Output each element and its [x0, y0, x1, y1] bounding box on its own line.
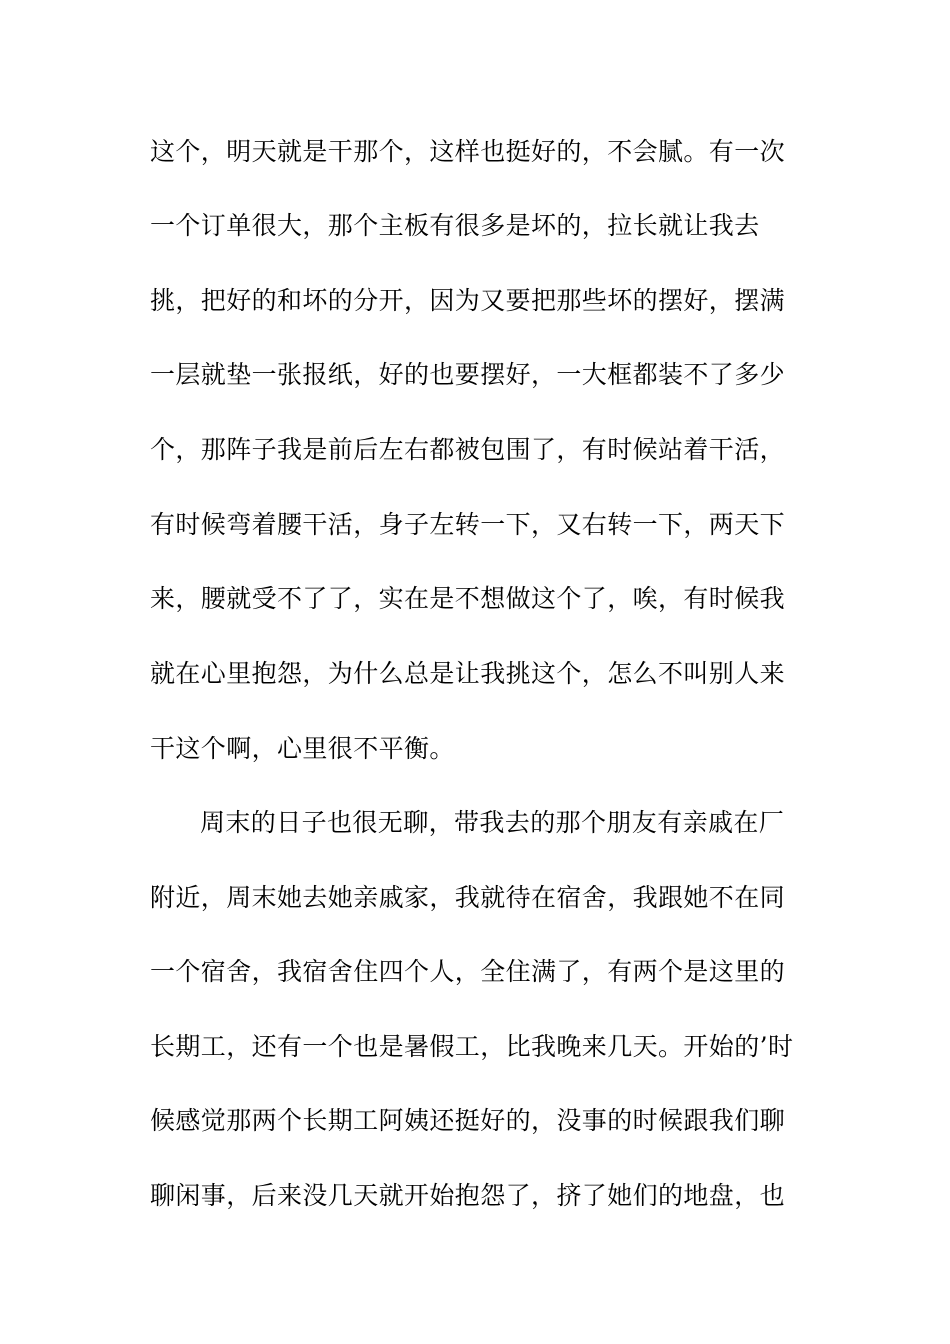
text-line: 聊闲事，后来没几天就开始抱怨了，挤了她们的地盘，也 [150, 1181, 786, 1210]
text-line: 来，腰就受不了了，实在是不想做这个了，唉，有时候我 [150, 584, 786, 613]
text-line: 附近，周末她去她亲戚家，我就待在宿舍，我跟她不在同 [150, 883, 786, 912]
text-line: 这个，明天就是干那个，这样也挺好的，不会腻。有一次 [150, 137, 786, 166]
text-line: 一层就垫一张报纸，好的也要摆好，一大框都装不了多少 [150, 360, 786, 389]
text-line: 就在心里抱怨，为什么总是让我挑这个，怎么不叫别人来 [150, 659, 786, 688]
text-line: 候感觉那两个长期工阿姨还挺好的，没事的时候跟我们聊 [150, 1106, 786, 1135]
text-line: 挑，把好的和坏的分开，因为又要把那些坏的摆好，摆满 [150, 286, 786, 315]
text-line: 有时候弯着腰干活，身子左转一下，又右转一下，两天下 [150, 510, 786, 539]
text-line: 一个订单很大，那个主板有很多是坏的，拉长就让我去 [150, 211, 760, 240]
text-line: 干这个啊，心里很不平衡。 [150, 734, 455, 763]
text-line: 个，那阵子我是前后左右都被包围了，有时候站着干活， [150, 435, 786, 464]
paragraph-first-line: 周末的日子也很无聊，带我去的那个朋友有亲戚在厂 [200, 808, 785, 837]
text-line: 长期工，还有一个也是暑假工，比我晚来几天。开始的’时 [150, 1032, 794, 1061]
text-line: 一个宿舍，我宿舍住四个人，全住满了，有两个是这里的 [150, 957, 786, 986]
